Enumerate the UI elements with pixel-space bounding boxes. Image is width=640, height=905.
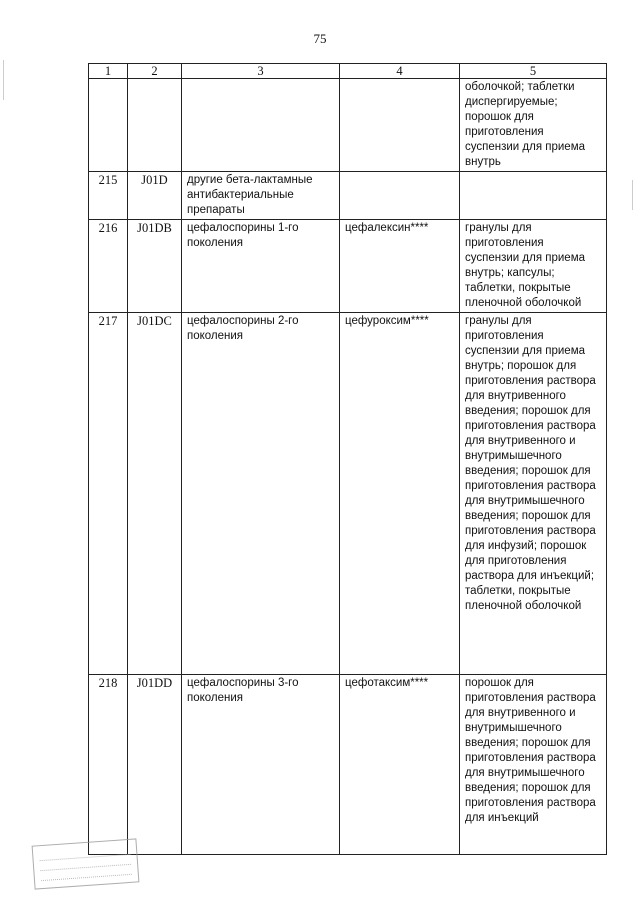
drug-name: цефалексин**** — [340, 220, 460, 313]
atc-code: J01DB — [128, 220, 182, 313]
column-header: 2 — [128, 64, 182, 79]
atc-code: J01DD — [128, 675, 182, 855]
drug-table — [88, 63, 607, 855]
scan-edge-mark — [632, 180, 633, 210]
drug-name — [340, 79, 460, 172]
row-number: 216 — [89, 220, 128, 313]
dosage-form: порошок для приготовления раствора для внутривенного и внутримышечного введения; порошок для приготовления раствора для внутримышечного введения; порошок для приготовления раствора для инъекций — [460, 675, 607, 855]
atc-code: J01D — [128, 172, 182, 220]
atc-code: J01DC — [128, 313, 182, 675]
row-number: 218 — [89, 675, 128, 855]
row-number: 217 — [89, 313, 128, 675]
column-header: 5 — [460, 64, 607, 79]
table-header-row — [89, 64, 607, 79]
drug-name: цефуроксим**** — [340, 313, 460, 675]
drug-category — [182, 79, 340, 172]
scan-edge-mark — [3, 60, 4, 100]
column-header: 3 — [182, 64, 340, 79]
table-row — [89, 675, 607, 855]
dosage-form: оболочкой; таблетки диспергируемые; порошок для приготовления суспензии для приема внутрь — [460, 79, 607, 172]
table-row — [89, 313, 607, 675]
official-stamp — [32, 838, 140, 889]
table-row — [89, 79, 607, 172]
dosage-form: гранулы для приготовления суспензии для приема внутрь; капсулы; таблетки, покрытые пленочной оболочкой — [460, 220, 607, 313]
drug-name: цефотаксим**** — [340, 675, 460, 855]
column-header: 1 — [89, 64, 128, 79]
drug-category: цефалоспорины 3-го поколения — [182, 675, 340, 855]
page-number: 75 — [313, 31, 327, 46]
table-row — [89, 220, 607, 313]
dosage-form — [460, 172, 607, 220]
atc-code — [128, 79, 182, 172]
dosage-form: гранулы для приготовления суспензии для приема внутрь; порошок для приготовления раствора для внутривенного введения; порошок для приготовления раствора для внутривенного и внутримышечного введения; порошок для приготовления раствора для внутримышечного введения; порошок для приготовления раствора для инфузий; порошок для приготовления раствора для инъекций; таблетки, покрытые пленочной оболочкой — [460, 313, 607, 675]
drug-category: цефалоспорины 1-го поколения — [182, 220, 340, 313]
column-header: 4 — [340, 64, 460, 79]
row-number — [89, 79, 128, 172]
row-number: 215 — [89, 172, 128, 220]
drug-category: цефалоспорины 2-го поколения — [182, 313, 340, 675]
table-row — [89, 172, 607, 220]
drug-name — [340, 172, 460, 220]
drug-category: другие бета-лактамные антибактериальные препараты — [182, 172, 340, 220]
